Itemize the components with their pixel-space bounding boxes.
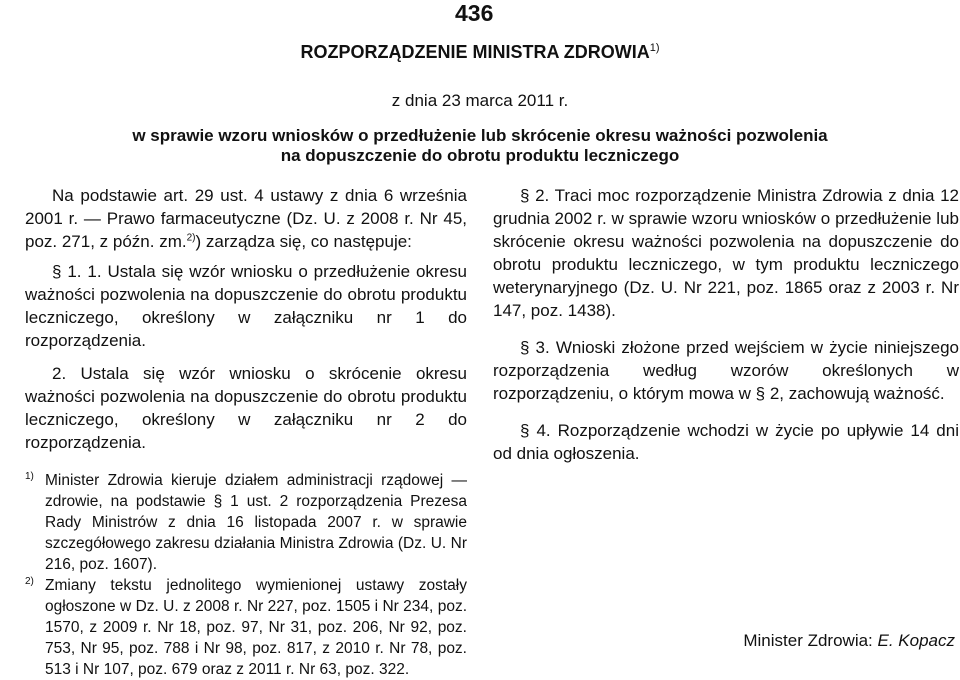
- section-2: § 2. Traci moc rozporządzenie Ministra Zdrowia z dnia 12 grudnia 2002 r. w sprawie wzoru wniosków o przedłużenie lub skrócenie okresu ważności pozwolenia na dopuszczenie do obrotu produktu leczniczego, w tym produktu leczniczego weterynaryjnego (Dz. U. Nr 221, poz. 1865 oraz z 2003 r. Nr 147, poz. 1438).: [493, 186, 959, 320]
- preamble-text-b: ) zarządza się, co następuje:: [195, 232, 412, 251]
- section-1-para-1: § 1. 1. Ustala się wzór wniosku o przedłużenie okresu ważności pozwolenia na dopuszczenie do obrotu produktu leczniczego, określony w załączniku nr 1 do rozporządzenia.: [25, 262, 467, 350]
- title-text: ROZPORZĄDZENIE MINISTRA ZDROWIA: [300, 42, 650, 62]
- footnote-1-text: Minister Zdrowia kieruje działem administracji rządowej — zdrowie, na podstawie § 1 ust. 2 rozporządzenia Prezesa Rady Ministrów z dnia 16 listopada 2007 r. w sprawie szczegółowego zakresu działania Ministra Zdrowia (Dz. U. Nr 216, poz. 1607).: [45, 472, 467, 573]
- preamble-text-a: Na podstawie art. 29 ust. 4 ustawy z dnia 6 września 2001 r. — Prawo farmaceutyczne (Dz. U. z 2008 r. Nr 45, poz. 271, z późn. zm.: [25, 186, 467, 251]
- signature: [743, 630, 955, 652]
- left-column: [25, 184, 467, 680]
- document-subject: [80, 126, 880, 166]
- title-footnote-ref: 1): [649, 42, 660, 54]
- right-column: [493, 184, 959, 479]
- section-1-para-2: 2. Ustala się wzór wniosku o skrócenie okresu ważności pozwolenia na dopuszczenie do obrotu produktu leczniczego, określony w załączniku nr 2 do rozporządzenia.: [25, 364, 467, 452]
- preamble: [25, 184, 467, 253]
- signature-label: Minister Zdrowia:: [743, 631, 878, 650]
- signature-name: E. Kopacz: [877, 631, 955, 650]
- footnote-2-mark: 2): [25, 576, 34, 587]
- section-3: § 3. Wnioski złożone przed wejściem w życie niniejszego rozporządzenia według wzorów określonych w rozporządzeniu, o którym mowa w § 2, zachowują ważność.: [493, 338, 959, 403]
- preamble-footnote-ref: 2): [186, 232, 196, 244]
- document-date: z dnia 23 marca 2011 r.: [391, 91, 569, 110]
- section-4: § 4. Rozporządzenie wchodzi w życie po upływie 14 dni od dnia ogłoszenia.: [493, 421, 959, 463]
- footnote-1-mark: 1): [25, 471, 34, 482]
- footnote-2-text: Zmiany tekstu jednolitego wymienionej ustawy zostały ogłoszone w Dz. U. z 2008 r. Nr 227, poz. 1505 i Nr 234, poz. 1570, z 2009 r. Nr 18, poz. 97, Nr 31, poz. 206, Nr 92, poz. 753, Nr 95, poz. 788 i Nr 98, poz. 817, z 2010 r. Nr 78, poz. 513 i Nr 107, poz. 679 oraz z 2011 r. Nr 63, poz. 322.: [45, 577, 467, 678]
- subject-line-2: na dopuszczenie do obrotu produktu leczniczego: [280, 146, 680, 165]
- footnotes: [25, 470, 467, 680]
- footnote-2: [25, 575, 467, 680]
- page-number: 436: [455, 0, 494, 26]
- footnote-1: [25, 470, 467, 575]
- subject-line-1: w sprawie wzoru wniosków o przedłużenie lub skrócenie okresu ważności pozwolenia: [132, 126, 828, 145]
- document-title: [0, 40, 960, 64]
